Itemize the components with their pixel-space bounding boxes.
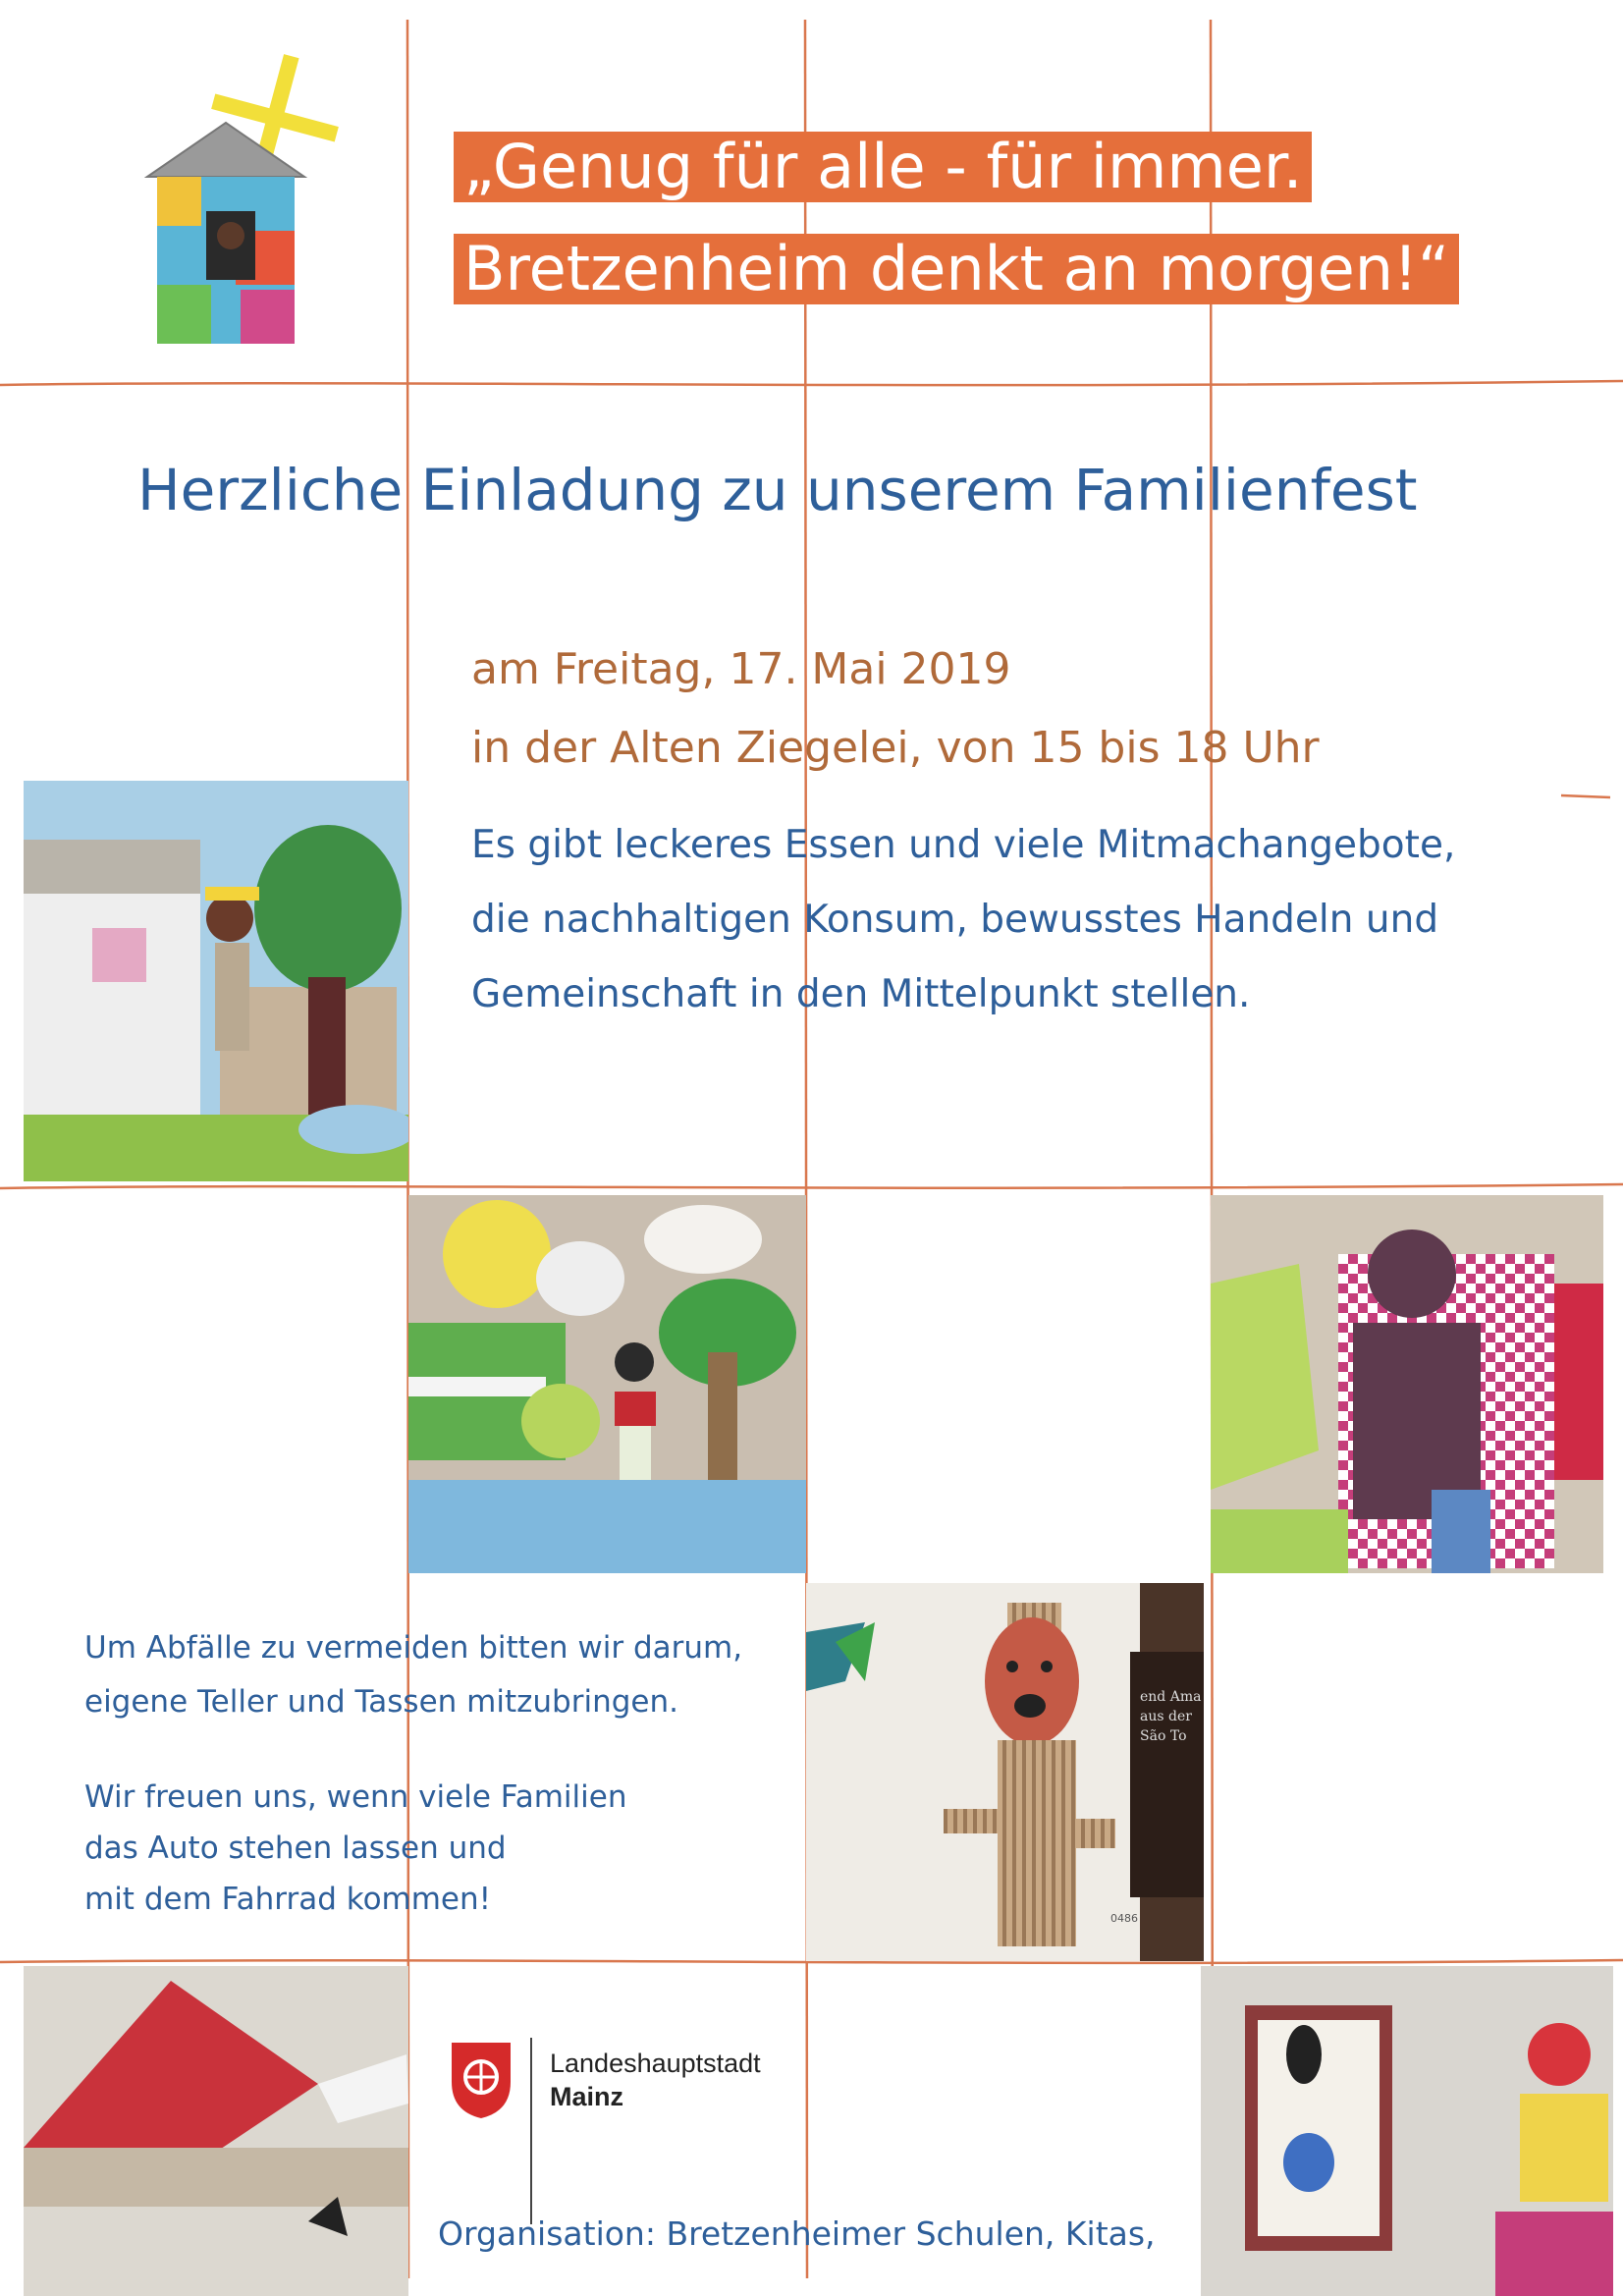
description-line-2: die nachhaltigen Konsum, bewusstes Handeln und — [471, 898, 1439, 942]
bike-note-line-3: mit dem Fahrrad kommen! — [84, 1882, 492, 1917]
house-logo — [118, 49, 363, 354]
collage-girl-sun — [408, 1195, 806, 1573]
bike-note-line-2: das Auto stehen lassen und — [84, 1831, 507, 1866]
sponsor-line-2: Mainz — [550, 2082, 624, 2111]
waste-note-line-1: Um Abfälle zu vermeiden bitten wir darum, — [84, 1630, 743, 1666]
sponsor-line-1: Landeshauptstadt — [550, 2049, 761, 2078]
mainz-coat-of-arms-icon — [447, 2038, 515, 2121]
collage-framed-picture — [1201, 1966, 1613, 2296]
bike-note-line-1: Wir freuen uns, wenn viele Familien — [84, 1779, 627, 1815]
book-line-2: aus der — [1140, 1709, 1192, 1724]
invitation-title: Herzliche Einladung zu unserem Familienfest — [137, 457, 1418, 523]
headline-line-2: Bretzenheim denkt an morgen!“ — [454, 234, 1459, 304]
headline-line-1: „Genug für alle - für immer. — [454, 132, 1312, 202]
collage-red-roof — [24, 1966, 408, 2296]
description-line-1: Es gibt leckeres Essen und viele Mitmachangebote, — [471, 823, 1456, 867]
book-line-3: São To — [1140, 1728, 1187, 1744]
collage-man-tree — [24, 781, 408, 1181]
book-line-1: end Ama — [1140, 1689, 1202, 1705]
collage-cardboard-figure — [806, 1583, 1204, 1961]
collage-checkered-man — [1211, 1195, 1603, 1573]
event-date: am Freitag, 17. Mai 2019 — [471, 644, 1011, 694]
waste-note-line-2: eigene Teller und Tassen mitzubringen. — [84, 1684, 678, 1720]
book-number: 0486 — [1110, 1912, 1138, 1925]
organisation-line: Organisation: Bretzenheimer Schulen, Kitas, — [438, 2214, 1156, 2253]
logo-divider — [530, 2038, 532, 2224]
description-line-3: Gemeinschaft in den Mittelpunkt stellen. — [471, 972, 1251, 1016]
event-place-time: in der Alten Ziegelei, von 15 bis 18 Uhr — [471, 723, 1320, 773]
